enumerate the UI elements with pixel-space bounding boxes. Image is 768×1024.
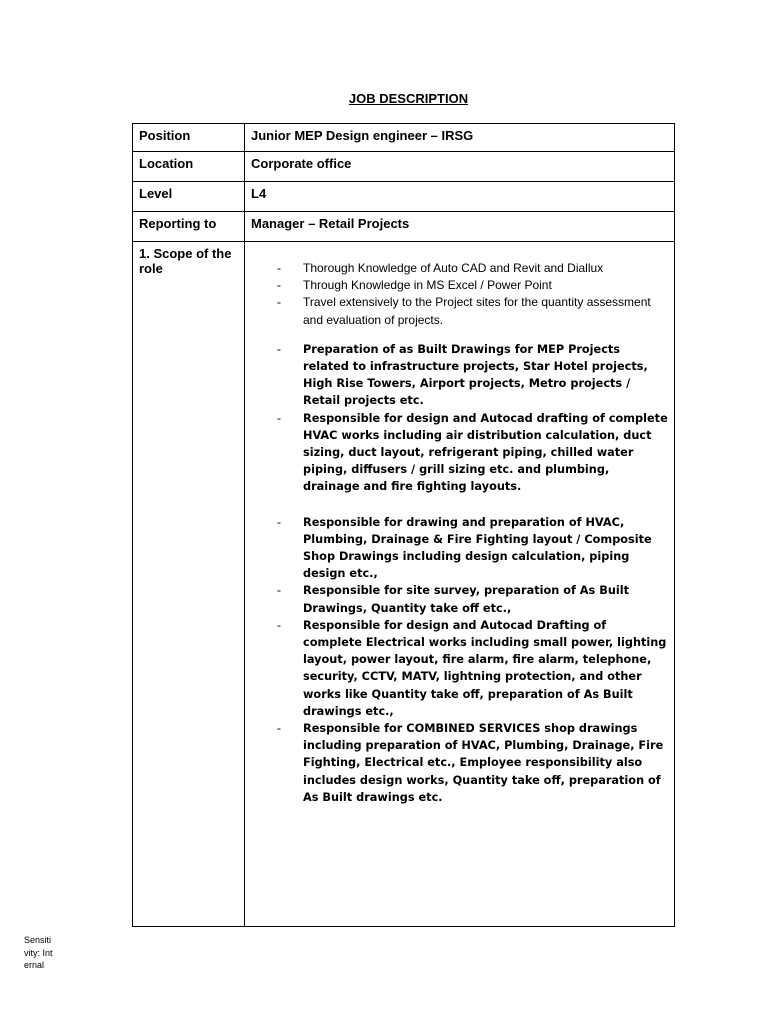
scope-list — [251, 260, 668, 806]
row-label-position: Position — [133, 124, 245, 152]
row-label-level: Level — [133, 182, 245, 212]
job-description-table — [132, 123, 675, 927]
list-item-text: Responsible for drawing and preparation of HVAC, Plumbing, Drainage & Fire Fighting layout / Composite Shop Drawings including design calculation, piping design etc., — [303, 515, 652, 581]
table-row — [133, 212, 675, 242]
table-row — [133, 242, 675, 927]
document-title: JOB DESCRIPTION — [348, 91, 469, 106]
row-label-scope — [133, 242, 245, 927]
list-dash: - — [277, 261, 281, 275]
list-item-text: Responsible for design and Autocad drafting of complete HVAC works including air distribution calculation, duct sizing, duct layout, refrigerant piping, chilled water piping, diffusers / grill sizing etc. and plumbing, drainage and fire fighting layouts. — [303, 411, 668, 494]
list-dash: - — [277, 721, 281, 736]
list-item-text: Responsible for COMBINED SERVICES shop drawings including preparation of HVAC, Plumbing, Drainage, Fire Fighting, Electrical etc., Employee responsibility also includes design works, Quantity take off, preparation of As Built drawings etc. — [303, 722, 664, 804]
list-dash: - — [277, 410, 281, 425]
list-item-text: Responsible for design and Autocad Drafting of complete Electrical works including small power, lighting layout, power layout, fire alarm, fire alarm, telephone, security, CCTV, MATV, lightning protection, and other works like Quantity take off, preparation of As Built drawings etc., — [303, 618, 667, 718]
list-dash: - — [277, 617, 281, 632]
list-dash: - — [277, 341, 281, 356]
list-item — [251, 582, 668, 616]
row-value-position: Junior MEP Design engineer – IRSG — [245, 124, 675, 152]
list-item-text: Responsible for site survey, preparation of As Built Drawings, Quantity take off etc., — [303, 584, 630, 615]
row-label-reporting: Reporting to — [133, 212, 245, 242]
row-value-level: L4 — [245, 182, 675, 212]
list-item — [251, 720, 668, 806]
list-item — [251, 617, 668, 720]
list-item — [251, 514, 668, 583]
row-value-scope — [245, 242, 675, 927]
list-item-text: Preparation of as Built Drawings for MEP Projects related to infrastructure projects, Star Hotel projects, High Rise Towers, Airport projects, Metro projects / Retail projects etc. — [303, 342, 648, 408]
list-item-text: Thorough Knowledge of Auto CAD and Revit and Diallux — [303, 261, 604, 275]
list-dash: - — [277, 278, 281, 293]
list-dash: - — [277, 514, 281, 529]
list-item — [251, 341, 668, 410]
table-row — [133, 124, 675, 152]
list-item — [251, 277, 668, 294]
list-item — [251, 410, 668, 496]
list-item-text: Travel extensively to the Project sites for the quantity assessment and evaluation of projects. — [303, 295, 651, 327]
row-value-reporting: Manager – Retail Projects — [245, 212, 675, 242]
row-value-location: Corporate office — [245, 152, 675, 182]
list-dash: - — [277, 295, 281, 310]
table-row — [133, 182, 675, 212]
list-item-text: Through Knowledge in MS Excel / Power Point — [303, 278, 552, 293]
row-label-location: Location — [133, 152, 245, 182]
list-item — [251, 260, 668, 277]
sensitivity-label: Sensitivity: Internal — [24, 935, 53, 971]
scope-label: 1. Scope of the role — [139, 246, 232, 276]
table-row — [133, 152, 675, 182]
list-dash: - — [277, 583, 281, 598]
list-item — [251, 294, 668, 328]
